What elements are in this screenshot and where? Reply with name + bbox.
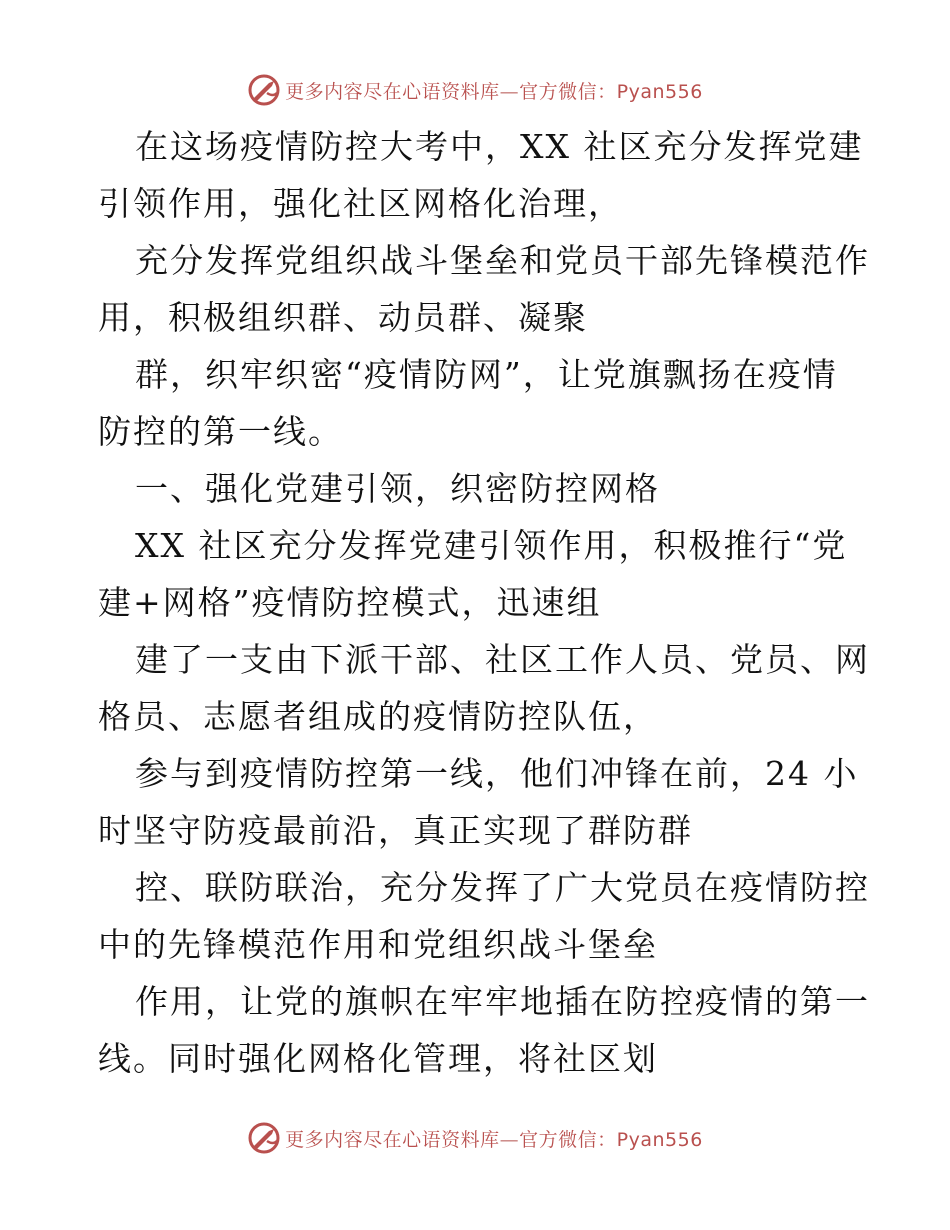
text-line: 引领作用，强化社区网格化治理， <box>98 184 623 223</box>
document-body <box>98 118 870 1087</box>
text-line: 参与到疫情防控第一线，他们冲锋在前，24 小 <box>135 754 859 793</box>
text-line: 群，织牢织密“疫情防网”，让党旗飘扬在疫情 <box>135 355 838 394</box>
text-line: 时坚守防疫最前沿，真正实现了群防群 <box>98 811 693 850</box>
text-line: 一、强化党建引领，织密防控网格 <box>135 469 660 508</box>
banner-text: 更多内容尽在心语资料库—官方微信：Pyan556 <box>285 1128 703 1151</box>
text-line: 线。同时强化网格化管理，将社区划 <box>98 1039 658 1078</box>
text-line: 充分发挥党组织战斗堡垒和党员干部先锋模范作 <box>135 241 870 280</box>
footer-banner <box>0 1118 950 1158</box>
text-line: 中的先锋模范作用和党组织战斗堡垒 <box>98 925 658 964</box>
text-line: 控、联防联治，充分发挥了广大党员在疫情防控 <box>135 868 870 907</box>
text-line: XX 社区充分发挥党建引领作用，积极推行“党 <box>135 526 848 565</box>
pen-seal-icon <box>247 73 281 107</box>
text-line: 建了一支由下派干部、社区工作人员、党员、网 <box>135 640 870 679</box>
header-banner <box>0 70 950 110</box>
text-line: 格员、志愿者组成的疫情防控队伍， <box>98 697 658 736</box>
text-line: 建+网格”疫情防控模式，迅速组 <box>98 583 602 622</box>
text-line: 用，积极组织群、动员群、凝聚 <box>98 298 588 337</box>
text-line: 防控的第一线。 <box>98 412 343 451</box>
text-line: 作用，让党的旗帜在牢牢地插在防控疫情的第一 <box>135 982 870 1021</box>
banner-text: 更多内容尽在心语资料库—官方微信：Pyan556 <box>285 80 703 103</box>
text-line: 在这场疫情防控大考中，XX 社区充分发挥党建 <box>135 127 864 166</box>
pen-seal-icon <box>247 1121 281 1155</box>
